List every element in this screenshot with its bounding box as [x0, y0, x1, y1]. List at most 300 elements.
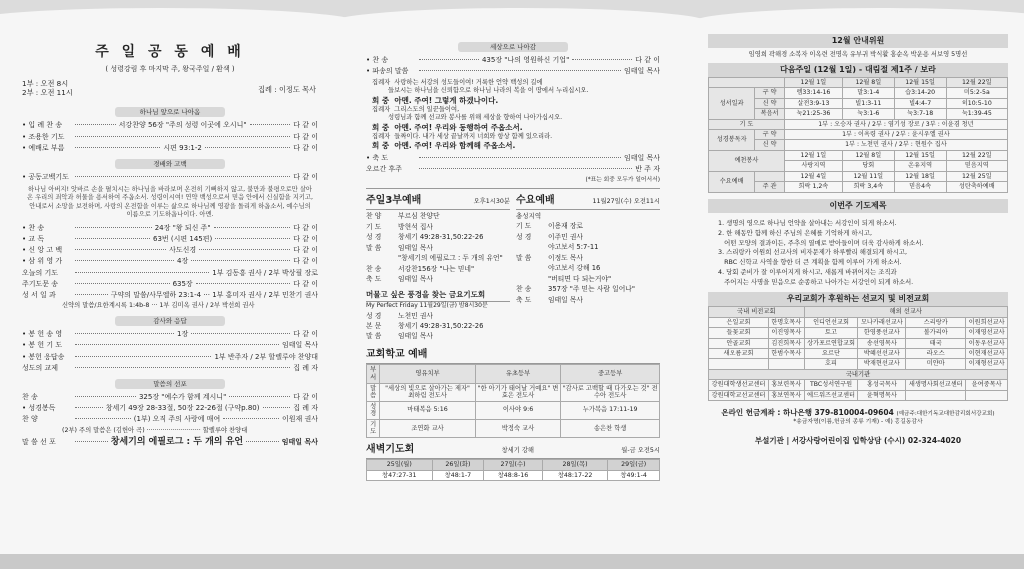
- page-title: 주 일 공 동 예 배: [95, 44, 245, 60]
- order-label: • 예배로 부름: [22, 143, 65, 152]
- table-header: 유초등부: [475, 365, 561, 383]
- service-row: [366, 233, 510, 241]
- table-cell: 12월 25일: [946, 171, 1007, 181]
- reading-sub: 신약의 말씀/요한계시록 1:4b-8 ··· 1부 김미옥 권사 / 2부 박선희 권사: [62, 302, 255, 310]
- table-cell: 이현재선교사: [966, 348, 1008, 358]
- blessing-list: [366, 154, 660, 174]
- account-number: 온라인 헌금계좌 : 하나은행 379-810004-09604: [721, 408, 894, 418]
- service-role: 성 경: [366, 311, 382, 320]
- table-cell: 구 약: [755, 88, 784, 98]
- order-row: [22, 173, 318, 182]
- order-label: • 공동고백기도: [22, 172, 69, 181]
- service-role: [516, 243, 548, 251]
- table-cell: "감사로 고백할 때 다가오는 것" 전수아 전도사: [561, 383, 660, 401]
- order-detail: (1부) 오직 주의 사랑에 매여: [133, 415, 221, 424]
- table-cell: TBC성서연구원: [804, 380, 858, 390]
- footer-info: 부설기관 | 서강사랑어린이집 입학상담 (수시) 02-324-4020: [754, 435, 962, 445]
- table-cell: [966, 390, 1008, 400]
- table-cell: 사랑지역: [784, 161, 842, 171]
- order-label: 찬 송: [22, 392, 38, 401]
- table-row: [709, 380, 1008, 390]
- table-cell: [709, 77, 785, 87]
- order-row: [22, 144, 318, 153]
- table-cell: 홍성국목사: [858, 380, 906, 390]
- dawn-leader: 창세기 강해: [501, 446, 535, 454]
- column-announcements: [708, 22, 1008, 554]
- service-row: [366, 212, 510, 220]
- dot-leader: [250, 124, 291, 125]
- order-leader: 구약의 말씀/사무엘하 23:1-4 ··· 1부 홍미자 권사 / 2부 민찬기 권사: [110, 291, 318, 299]
- order-row: [22, 280, 318, 289]
- table-cell: 히10:5-10: [946, 98, 1007, 108]
- dot-leader: [75, 272, 209, 273]
- table-cell: 이재영선교사: [966, 328, 1008, 338]
- order-leader: 다 같 이: [293, 121, 318, 130]
- prayer-item: RBC 신학교 사역을 향한 더 큰 계획을 함께 이루어 가게 하소서.: [718, 258, 902, 267]
- table-cell: 은일교회: [709, 317, 769, 327]
- table-cell: 성경봉독자: [709, 130, 755, 151]
- table-cell: 이동우선교사: [966, 338, 1008, 348]
- responsive-line: 집례자 사랑하는 서강의 성도들이여! 거룩한 언약 백성의 길에: [372, 78, 543, 86]
- wednesday-header: [516, 195, 660, 211]
- order-row: [366, 165, 660, 174]
- table-header: 국내기관: [709, 369, 1008, 380]
- table-cell: 살전3:9-13: [784, 98, 842, 108]
- table-cell: 한명호목사: [768, 317, 804, 327]
- service-row: [516, 285, 660, 293]
- service-person: 이정도 목사: [548, 253, 583, 262]
- friday-header: [366, 290, 510, 302]
- table-cell: 미5:2-5a: [946, 88, 1007, 98]
- table-header: 중고등부: [561, 365, 660, 383]
- order-detail: 시편 93:1-2: [163, 143, 202, 152]
- dot-leader: [205, 147, 290, 148]
- dot-leader: [75, 124, 116, 125]
- order-label: 오르간 후주: [366, 165, 403, 174]
- table-cell: 모나카래선교사: [858, 317, 906, 327]
- order-row: [22, 393, 318, 402]
- service-role: 말 씀: [366, 243, 382, 252]
- service-person: 임태일 목사: [398, 332, 433, 341]
- order-leader: 이원재 권사: [281, 415, 318, 424]
- dawn-header: [366, 444, 660, 460]
- order-detail: 4장: [177, 257, 189, 266]
- order-label: • 찬 송: [22, 223, 45, 232]
- dot-leader: [75, 238, 150, 239]
- account-owner: (예금주:대한기독교대한감리회서강교회): [896, 411, 995, 418]
- table-cell: 말3:1-4: [843, 88, 895, 98]
- order-leader: 반 주 자: [635, 165, 660, 174]
- order-label: • 신 앙 고 백: [22, 246, 63, 254]
- order-row: [22, 246, 318, 255]
- order-label: • 성경봉독: [22, 404, 56, 413]
- dot-leader: [75, 249, 166, 250]
- mission-header: 우리교회가 후원하는 선교지 및 비전교회: [708, 292, 1008, 306]
- table-row: [709, 119, 1008, 129]
- table-header-row: [709, 369, 1008, 380]
- service-row: [366, 275, 510, 283]
- service-row: [516, 254, 660, 262]
- dawn-time: 월-금 오전5시: [621, 446, 660, 454]
- service-row: [366, 322, 510, 330]
- order-label: • 봉 헌 기 도: [22, 341, 63, 350]
- service-row: [516, 233, 660, 241]
- table-cell: 성서일과: [709, 88, 755, 119]
- table-header: 28일(목): [542, 460, 608, 471]
- order-leader: 1부 반주자 / 2부 할렐루야 찬양대: [214, 352, 318, 361]
- table-cell: 들꽃교회: [709, 328, 769, 338]
- thanks-list: [22, 330, 318, 373]
- order-leader: 다 같 이: [293, 257, 318, 266]
- table-cell: 창48:17-22: [542, 470, 608, 481]
- dawn-table: [366, 459, 660, 481]
- dot-leader: [229, 396, 290, 397]
- order-row: [22, 133, 318, 142]
- officiant: 집례 : 이정도 목사: [258, 85, 316, 95]
- services-block: [366, 188, 660, 343]
- dot-leader: [419, 70, 621, 71]
- dot-leader: [75, 260, 174, 261]
- service-row: [516, 222, 660, 230]
- dot-leader: [75, 356, 211, 357]
- order-detail: 사도신경: [169, 246, 197, 254]
- order-label: • 교 독: [22, 234, 45, 243]
- order-detail: 325장 "예수가 함께 계시니": [138, 392, 227, 401]
- order-leader: 다 같 이: [293, 279, 318, 288]
- service-role: [366, 254, 398, 262]
- responsive-line: 집례자 들짜이다. 내가 세상 끝날까지 너희와 항상 함께 있으리라.: [372, 132, 553, 140]
- committee-header: 12월 안내위원: [708, 34, 1008, 48]
- table-header: 부서: [367, 365, 380, 383]
- service-role: 말 씀: [366, 332, 382, 341]
- dot-leader: [223, 418, 279, 419]
- prayer-item: 1. 생명의 영으로 하나님 언약을 살아내는 서강인이 되게 하소서.: [718, 218, 897, 227]
- order-label: • 삼 위 영 가: [22, 257, 63, 266]
- order-leader: 임태일 목사: [623, 67, 660, 76]
- table-header: 26일(화): [432, 460, 484, 471]
- service-role: 찬 양: [366, 212, 382, 221]
- approach-list: [22, 121, 318, 152]
- table-cell: 홍보련목사: [768, 380, 804, 390]
- order-leader: 1부 김동흥 권사 / 2부 박상필 장로: [212, 268, 318, 277]
- column-other-services: [366, 22, 660, 554]
- table-cell: 안골교회: [709, 338, 769, 348]
- table-cell: 눅3:7-18: [894, 109, 946, 119]
- service-row: [366, 332, 510, 340]
- prayer-item: 2. 한 해동안 함께 하신 주님의 은혜를 기억하게 하시고,: [718, 228, 873, 237]
- table-header: 25일(월): [367, 460, 433, 471]
- page-subtitle: ( 성령강림 후 마지막 주, 왕국주일 / 환색 ): [105, 64, 235, 73]
- table-cell: 예천봉사: [709, 150, 785, 171]
- table-header-row: [367, 365, 660, 383]
- table-cell: 박혜선선교사: [858, 348, 906, 358]
- service-row: [366, 223, 510, 231]
- table-cell: 12월 8일: [843, 77, 895, 87]
- table-header-row: [709, 307, 1008, 318]
- table-cell: 12월 22일: [946, 77, 1007, 87]
- top-band: [0, 0, 1024, 22]
- responsive-line: 들보시는 하나님을 신뢰함으로 하나님 나라의 복을 이 땅에서 누리십시오.: [372, 87, 589, 95]
- table-cell: 성탄축하예배: [946, 182, 1007, 192]
- service-person: "창세기의 에필로그 : 두 개의 유언": [398, 254, 503, 263]
- order-leader: 다 같 이: [293, 234, 318, 243]
- table-cell: 기도: [367, 419, 380, 437]
- dot-leader: [199, 249, 290, 250]
- school-header: [366, 349, 660, 365]
- order-label: • 조용한 기도: [22, 132, 65, 141]
- order-row: [22, 121, 318, 130]
- order-row: [22, 269, 318, 278]
- table-cell: 토고: [804, 328, 858, 338]
- service-row: [366, 244, 510, 252]
- table-cell: [755, 171, 784, 181]
- wednesday-rows: [516, 222, 660, 304]
- table-cell: 이사야 9:6: [475, 401, 561, 419]
- dot-leader: [75, 294, 108, 295]
- service-role: 본 문: [366, 321, 382, 330]
- dot-leader: [75, 283, 170, 284]
- dot-leader: [196, 283, 291, 284]
- service-role: [516, 275, 548, 283]
- service-times: [22, 79, 318, 101]
- order-label: • 봉 헌 송 영: [22, 330, 63, 339]
- table-row: [367, 419, 660, 437]
- table-row: [709, 171, 1008, 181]
- prayer-item: 4. 당회 준비가 잘 이루어지게 하시고, 새롭게 바뀌어지는 조직과: [718, 268, 897, 277]
- responsive-line: 회 중 아멘. 주여! 그렇게 하겠나이다.: [372, 95, 499, 105]
- table-cell: 라오스: [906, 348, 966, 358]
- service-row: [366, 312, 510, 320]
- service-row: [366, 265, 510, 273]
- table-cell: 렘33:14-16: [784, 88, 842, 98]
- order-detail: 24장 "왕 되신 주": [154, 223, 211, 232]
- dot-leader: [263, 407, 291, 408]
- prayer-item: 3. 스리랑카 이원희 선교사의 비자문제가 하루빨리 해결되게 하시고,: [718, 248, 908, 257]
- responsive-line: 집례자 그리스도의 일꾼들이여,: [372, 105, 460, 113]
- column-main-service: [22, 22, 318, 554]
- table-cell: [768, 359, 804, 369]
- table-cell: 윤혁명목사: [858, 390, 906, 400]
- sermon-row: [22, 437, 318, 448]
- service-person: 야고보서 5:7-11: [548, 243, 599, 252]
- order-leader: 다 같 이: [293, 172, 318, 181]
- order-row: [22, 404, 318, 413]
- friday-sub: My Perfect Friday 11월29일(금) 밤8시30분: [366, 302, 488, 309]
- table-cell: 습3:14-20: [894, 88, 946, 98]
- account-note: *송금자명(이름,헌금의 종류 기재) - 예) 홍길동감사: [793, 419, 923, 426]
- table-header-row: [367, 460, 660, 471]
- third-service-header: [366, 195, 510, 211]
- table-cell: 눅21:25-36: [784, 109, 842, 119]
- order-leader: 다 같 이: [293, 143, 318, 152]
- table-row: [709, 130, 1008, 140]
- table-cell: 박재현선교사: [858, 359, 906, 369]
- section-header: 감사와 응답: [115, 316, 225, 326]
- dot-leader: [191, 260, 290, 261]
- table-cell: 볼가리아: [906, 328, 966, 338]
- table-cell: 온유지역: [894, 161, 946, 171]
- sermon-title: 창세기의 에필로그 : 두 개의 유언: [110, 436, 244, 447]
- table-cell: 송은찬 학생: [561, 419, 660, 437]
- service-row: [366, 254, 510, 262]
- dot-leader: [215, 238, 290, 239]
- order-leader: 집 례 자: [293, 404, 318, 413]
- order-row: [22, 364, 318, 373]
- table-cell: 요르단: [804, 348, 858, 358]
- dot-leader: [572, 59, 632, 60]
- table-row: [367, 383, 660, 401]
- table-cell: 12월 22일: [946, 150, 1007, 160]
- table-cell: 신 약: [755, 98, 784, 108]
- table-cell: [906, 390, 966, 400]
- service-person: "버티면 다 되는거야": [548, 274, 612, 283]
- order-row: [22, 353, 318, 362]
- table-cell: 새생명사회선교센터: [906, 380, 966, 390]
- order-row: [22, 341, 318, 350]
- table-cell: 강원대학교선교센터: [709, 390, 769, 400]
- table-cell: "세상의 빛으로 살아가는 제자" 최하림 전도사: [380, 383, 475, 401]
- table-cell: 12월 8일: [843, 150, 895, 160]
- dot-leader: [75, 344, 279, 345]
- service-person: 부르심 찬양단: [398, 212, 440, 221]
- order-row: [22, 257, 318, 266]
- table-row: [709, 359, 1008, 369]
- table-cell: 12월 15일: [894, 77, 946, 87]
- service-person: 창세기 49:28-31,50:22-26: [398, 233, 484, 242]
- order-label: • 입 례 찬 송: [22, 121, 63, 130]
- service-person: 임태일 목사: [398, 243, 433, 252]
- responsive-reading: [372, 79, 660, 152]
- service-row: [516, 243, 660, 251]
- order-row: [366, 154, 660, 163]
- table-cell: 희락 1,2속: [784, 182, 842, 192]
- service-person: 야고보서 강해 16: [548, 264, 601, 273]
- table-row: [709, 348, 1008, 358]
- table-cell: 새오름교회: [709, 348, 769, 358]
- table-cell: 마태복음 5:16: [380, 401, 475, 419]
- table-cell: "한 아기가 태어날 거예요" 변효은 전도사: [475, 383, 561, 401]
- prayer-item: 주어지는 사명을 믿음으로 순종하고 나아가는 서강인이 되게 하소서.: [718, 278, 914, 287]
- dot-leader: [419, 157, 621, 158]
- order-label: 성도의 교제: [22, 363, 59, 372]
- friday-rows: [366, 312, 510, 341]
- table-cell: 창49:1-4: [608, 470, 660, 481]
- order-leader: 다 같 이: [293, 246, 318, 254]
- order-label: • 찬 송: [366, 56, 389, 65]
- dot-leader: [75, 396, 136, 397]
- order-row: [366, 67, 660, 76]
- order-label: 오늘의 기도: [22, 268, 59, 277]
- order-row: [22, 235, 318, 244]
- table-cell: [709, 359, 769, 369]
- service-person: 357장 "주 믿는 사람 일어나": [548, 285, 635, 294]
- wednesday-region: 충성지역: [516, 212, 542, 221]
- friday-title: 머물고 싶은 풍경을 찾는 금요기도회: [366, 289, 486, 299]
- order-label: 찬 양: [22, 415, 38, 424]
- order-detail: 1장: [177, 330, 189, 339]
- table-cell: 스리랑카: [906, 317, 966, 327]
- table-cell: 믿음4속: [894, 182, 946, 192]
- order-leader: 집 례 자: [293, 363, 318, 372]
- table-cell: 호피: [804, 359, 858, 369]
- dot-leader: [419, 168, 632, 169]
- section-header: 하나님 앞으로 나아옴: [115, 107, 225, 117]
- next-sunday-header: 다음주일 (12월 1일) - 대림절 제1주 / 보라: [708, 63, 1008, 77]
- table-cell: 송선영목사: [858, 338, 906, 348]
- section-header: 말씀의 선포: [115, 379, 225, 389]
- table-cell: 당회: [843, 161, 895, 171]
- table-row: [709, 77, 1008, 87]
- service-person: 임태일 목사: [548, 295, 583, 304]
- order-label: • 봉헌 응답송: [22, 352, 65, 361]
- table-cell: 창48:1-7: [432, 470, 484, 481]
- dot-leader: [214, 227, 291, 228]
- table-cell: 신 약: [755, 140, 784, 150]
- order-leader: 다 같 이: [293, 330, 318, 339]
- table-cell: 12월 4일: [784, 171, 842, 181]
- table-cell: 복음서: [755, 109, 784, 119]
- dot-leader: [75, 407, 103, 408]
- service-person: 임태일 목사: [398, 275, 433, 284]
- table-cell: 눅3:1-6: [843, 109, 895, 119]
- order-detail: 635장: [172, 279, 193, 288]
- table-cell: 이진영목사: [768, 328, 804, 338]
- table-cell: 윤여중목사: [966, 380, 1008, 390]
- service-time-1: 1부 : 오전 8시: [22, 79, 69, 89]
- table-cell: 눅1:39-45: [946, 109, 1007, 119]
- order-detail: 창세기 49장 28-33절, 50장 22-26절 (구약p.80): [105, 404, 260, 413]
- table-cell: 인디언선교회: [804, 317, 858, 327]
- word-list: [22, 393, 318, 424]
- table-header: 29일(금): [608, 460, 660, 471]
- service-role: 축 도: [366, 275, 382, 284]
- service-role: [516, 264, 548, 272]
- table-cell: 창47:27-31: [367, 470, 433, 481]
- order-detail: 서강찬양 56장 "주의 성령 이곳에 오시니": [118, 121, 247, 130]
- service-person: 창세기 49:28-31,50:22-26: [398, 321, 484, 330]
- order-detail: 63번 (시편 145편): [153, 234, 213, 243]
- order-detail: 435장 "나의 영원하신 기업": [481, 56, 570, 65]
- dot-leader: [75, 227, 152, 228]
- order-leader: 임태일 목사: [281, 341, 318, 350]
- dot-leader: [191, 333, 290, 334]
- school-table: [366, 364, 660, 437]
- order-label: 주기도문 송: [22, 279, 59, 288]
- school-title: 교회학교 예배: [366, 348, 428, 360]
- prayer-topics-header: 이번주 기도제목: [708, 199, 1008, 213]
- service-person: 이용재 장로: [548, 222, 583, 231]
- dawn-title: 새벽기도회: [366, 443, 415, 455]
- table-cell: 한영풍선교사: [858, 328, 906, 338]
- order-leader: 다 같 이: [635, 56, 660, 65]
- service-row: [516, 296, 660, 304]
- dot-leader: [75, 147, 160, 148]
- table-cell: 기 도: [709, 119, 785, 129]
- order-leader: 다 같 이: [293, 392, 318, 401]
- table-cell: 1부 : 노천민 권사 / 2부 : 현원수 집사: [784, 140, 1007, 150]
- service-role: 찬 송: [366, 264, 382, 273]
- order-row: [22, 415, 318, 424]
- prayer-topics-list: [718, 219, 1008, 288]
- table-cell: 상가포르연합교회: [804, 338, 858, 348]
- order-leader: 다 같 이: [293, 223, 318, 232]
- table-cell: 12월 1일: [784, 150, 842, 160]
- order-row: [366, 56, 660, 65]
- table-header: 국내 비전교회: [709, 307, 805, 318]
- table-row: [709, 88, 1008, 98]
- service-role: 축 도: [516, 295, 532, 304]
- table-cell: 미얀마: [906, 359, 966, 369]
